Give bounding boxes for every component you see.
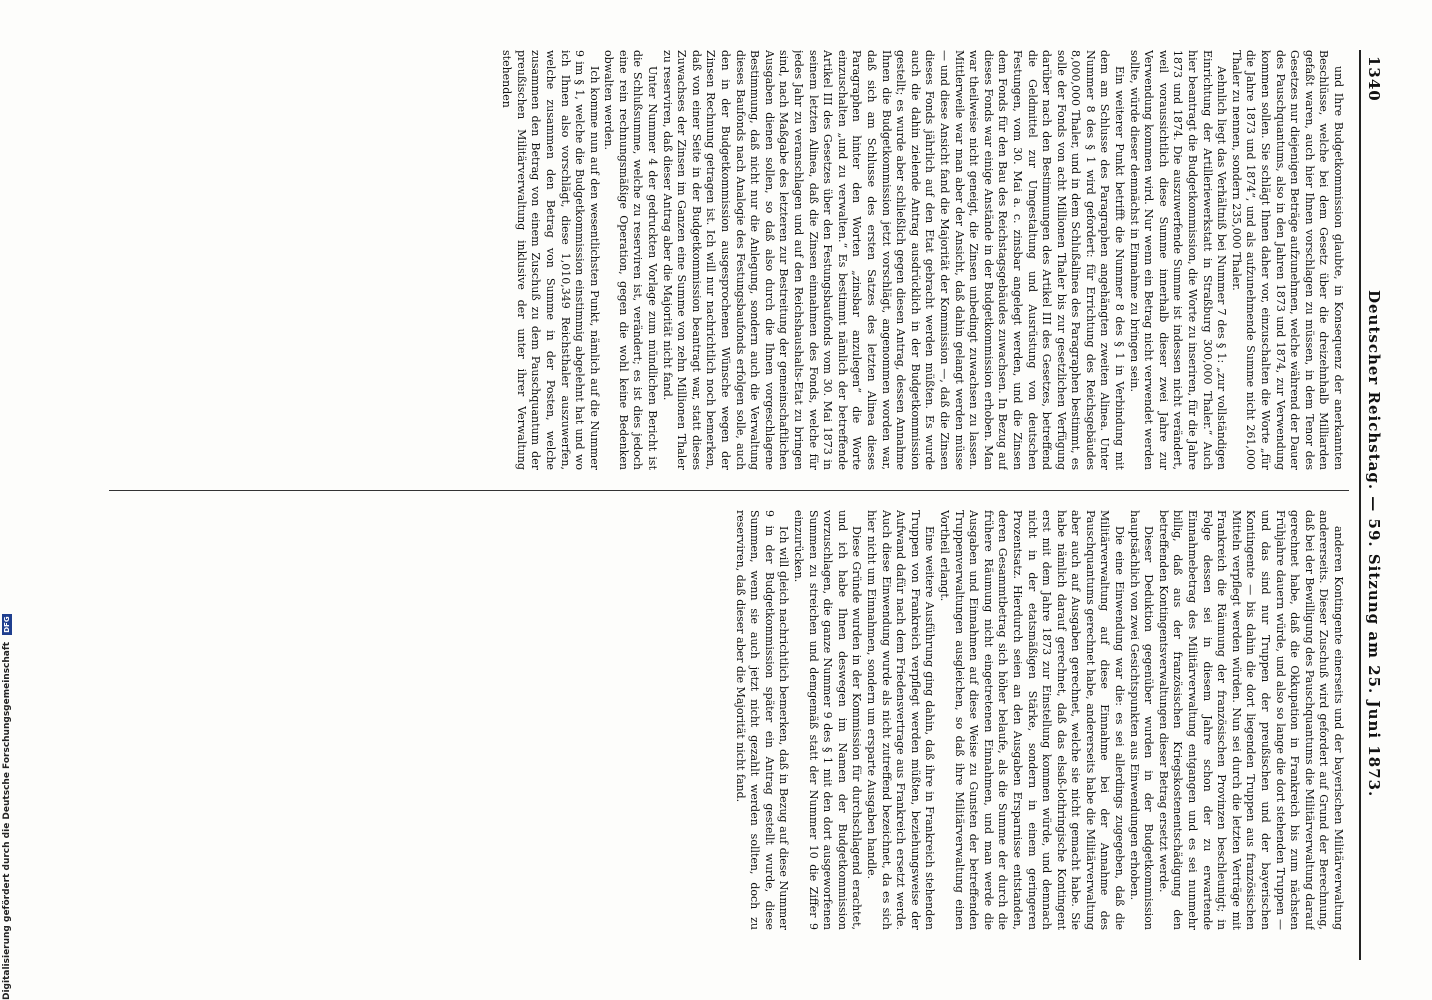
left-column bbox=[105, 50, 1345, 470]
paragraph: Aehnlich liegt das Verhältniß bei Nummer 7 des § 1: „zur vollständigen Einrichtung der Artilleriewerkstatt in Straßburg 300,000 Thaler.“ Auch hier beantragt die Budgetkommission, die Worte zu inseriren, für die Jahre 1873 und 1874. Die auszuwerfende Summe ist indessen nicht verändert, weil voraussichtlich diese Summe innerhalb dieser zwei Jahre zur Verwendung kommen wird. Nur wenn ein Betrag nicht verwendet werden sollte, würde dieser demnächst in Einnahme zu bringen sein. bbox=[1127, 50, 1229, 470]
paragraph: und Ihre Budgetkommission glaubte, in Konsequenz der anerkannten Beschlüsse, welche bei dem Gesetz über die dreizehnhalb Milliarden gefaßt waren, auch hier Ihnen vorschlagen zu müssen, in dem Tenor des Gesetzes nur diejenigen Beträge aufzunehmen, welche während der Dauer des Pauschquantums, also in den Jahren 1873 und 1874, zur Verwendung kommen sollen. Sie schlägt Ihnen daher vor, einzuschalten die Worte „für die Jahre 1873 und 1874“, und als aufzunehmende Summe nicht 261,000 Thaler zu nennen, sondern 235,000 Thaler. bbox=[1229, 50, 1345, 470]
right-column bbox=[105, 510, 1345, 930]
paragraph: Ich komme nun auf den wesentlichsten Punkt, nämlich auf die Nummer 9 im § 1, welche die Budgetkommission einstimmig abgelehnt hat und wo ich Ihnen also vorschlägt, diese 1,010,349 Reichsthaler auszuwerfen, welche zusammen den Betrag von Summe in der Posten, welche zusammen den Betrag von einem Zuschuß zu dem Pauschquantum der preußischen Militärverwaltung inklusive der unter ihrer Verwaltung stehenden bbox=[500, 50, 601, 470]
page-header bbox=[1359, 50, 1385, 960]
running-title: Deutscher Reichstag. — 59. Sitzung am 25. Juni 1873. bbox=[1365, 290, 1383, 798]
column-divider bbox=[109, 490, 1349, 491]
dfg-logo: DFG bbox=[3, 616, 11, 633]
paragraph: Ich will gleich nachrichtlich bemerken, daß in Bezug auf diese Nummer 9 in der Budgetkommission später ein Antrag gestellt wurde, diese Summen, wenn sie auch jetzt nicht gezahlt werden sollten, doch zu reserviren, daß dieser aber die Majorität nicht fand. bbox=[733, 510, 791, 930]
paragraph: anderen Kontingente einerseits und der bayerischen Militärverwaltung andererseits. Dieser Zuschuß wird gefordert auf Grund der Berechnung, daß bei der Bewilligung des Pauschquantums die Militärverwaltung darauf gerechnet habe, daß die Okkupation in Frankreich bis zum nächsten Frühjahre dauern würde, und also so lange die dort stehenden Truppen — und das sind nur Truppen der preußischen und der bayerischen Kontingente — bis dahin die dort liegenden Truppen aus französischen Mitteln verpflegt werden würden. Nun sei durch die letzten Verträge mit Frankreich die Räumung der französischen Provinzen beschleunigt; in Folge dessen sei in diesem Jahre schon der zu erwartende Einnahmebetrag des Militärverwaltung entgangen und es sei nunmehr billig, daß aus der französischen Kriegskostenentschädigung den betreffenden Kontingentsverwaltungen dieser Betrag ersetzt werde. bbox=[1156, 510, 1345, 930]
paragraph: Ein weiterer Punkt betrifft die Nummer 8 des § 1 in Verbindung mit dem am Schlusse des Paragraphen angehängten zweiten Alinea. Unter Nummer 8 des § 1 wird gefordert: für Errichtung des Reichsgebäudes 8,000,000 Thaler, und in dem Schlußalinea des Paragraphen bestimmt, es solle der Fonds von acht Millionen Thaler bis zur gesetzlichen Verfügung darüber nach den Bestimmungen des Artikel III des Gesetzes, betreffend die Geldmittel zur Umgestaltung und Ausrüstung von deutschen Festungen, vom 30. Mai a. c. zinsbar angelegt werden, und die Zinsen dem Fonds für den Bau des Reichstagsgebäudes zuwachsen. In Bezug auf dieses Fonds war einige Anstände in der Budgetkommission erhoben. Man war theilweise nicht geneigt, die Zinsen unbedingt zuwachsen zu lassen. Mittlerweile war man aber der Ansicht, daß dahin gelangt werden müsse — und diese Ansicht fand die Majorität der Kommission —, daß die Zinsen dieses Fonds jährlich auf den Etat gebracht werden müßten. Es wurde auch die dahin zielende Antrag ausdrücklich in der Budgetkommission gestellt; es wurde aber schließlich gegen diesen Antrag, dessen Annahme Ihnen die Budgetkommission jetzt vorschlägt, angenommen worden war, daß sich am Schlusse des ersten Satzes des letzten Alinea dieses Paragraphen hinter den Worten „zinsbar anzulegen“ die Worte einzuschalten „und zu verwalten.“ Es bestimmt nämlich der betreffende Artikel III des Gesetzes über den Festungsbaufonds vom 30. Mai 1873 in seinem letzten Alinea, daß die Zinsen einnahmen des Fonds, welche für jedes Jahr zu veranschlagen und auf den Reichshaushalts-Etat zu bringen sind, nach Maßgabe des letzteren zur Bestreitung der gemeinschaftlichen Ausgaben dienen sollen, so daß also durch die Ihnen vorgeschlagene Bestimmung, daß nicht nur die Anlegung, sondern auch die Verwaltung dieses Baufonds nach Analogie des Festungsbaufonds erfolgen solle, auch den in der Budgetkommission ausgesprochenen Wünsche wegen der Zinsen Rechnung getragen ist. Ich will nur nachrichtlich noch bemerken, daß von einer Seite in der Budgetkommission beantragt war, statt dieses Zuwachses der Zinsen im Ganzen eine Summe von zehn Millionen Thaler zu reserviren, daß dieser Antrag aber die Majorität nicht fand. bbox=[660, 50, 1127, 470]
rotated-content bbox=[95, 50, 1385, 960]
paragraph: Diese Gründe wurden in der Kommission für durchschlagend erachtet, und ich habe Ihnen deswegen im Namen der Budgetkommission vorzuschlagen, die ganze Nummer 9 des § 1 mit den dort ausgeworfenen Summen zu streichen und demgemäß statt der Nummer 10 die Ziffer 9 einzurücken. bbox=[792, 510, 864, 930]
paragraph: Eine weitere Ausführung ging dahin, daß ihre in Frankreich stehenden Truppen von Frankreich verpflegt werden müßten, beziehungsweise der Aufwand dafür nach dem Friedensvertrage aus Frankreich ersetzt werde. Auch diese Einwendung wurde als nicht zutreffend bezeichnet, da es sich hier nicht um Einnahmen, sondern um ersparte Ausgaben handle. bbox=[865, 510, 937, 930]
paragraph: Unter Nummer 4 der gedruckten Vorlage zum mündlichen Bericht ist die Schlußsumme, welche zu reserviren ist, verändert; es ist dies jedoch eine rein rechnungsmäßige Operation, gegen die wohl keine Bedenken obwalten werden. bbox=[602, 50, 660, 470]
page-number: 1340 bbox=[1365, 56, 1383, 102]
paragraph: Dieser Deduktion gegenüber wurden in der Budgetkommission hauptsächlich von zwei Gesichtspunkten aus Einwendungen erhoben. bbox=[1127, 510, 1156, 930]
digitization-stamp bbox=[2, 614, 12, 1000]
paragraph: Die eine Einwendung war die: es sei allerdings zugegeben, daß die Militärverwaltung auf diese Einnahme bei der Annahme des Pauschquantums gerechnet habe, andererseits habe die Militärverwaltung aber auch auf Ausgaben gerechnet, welche sie nicht gemacht habe. Sie habe nämlich darauf gerechnet, daß das elsaß-lothringische Kontingent erst mit dem Jahre 1873 zur Einstellung kommen würde, und demnach nicht in der etatsmäßigen Stärke, sondern in einem geringeren Prozentsatz. Hierdurch seien an den Ausgaben Ersparnisse entstanden, deren Gesammtbetrag sich höher belaufe, als die Summe der durch die frühere Räumung nicht eingetretenen Einnahmen, und man werde die Ausgaben und Einnahmen auf diese Weise zu Gunsten der betreffenden Truppenverwaltungen ausgleichen, so daß ihre Militärverwaltung einen Vortheil erlangt. bbox=[937, 510, 1127, 930]
header-rule bbox=[1359, 50, 1361, 960]
digitization-note: Digitalisierung gefördert durch die Deutsche Forschungsgemeinschaft bbox=[2, 641, 12, 1000]
